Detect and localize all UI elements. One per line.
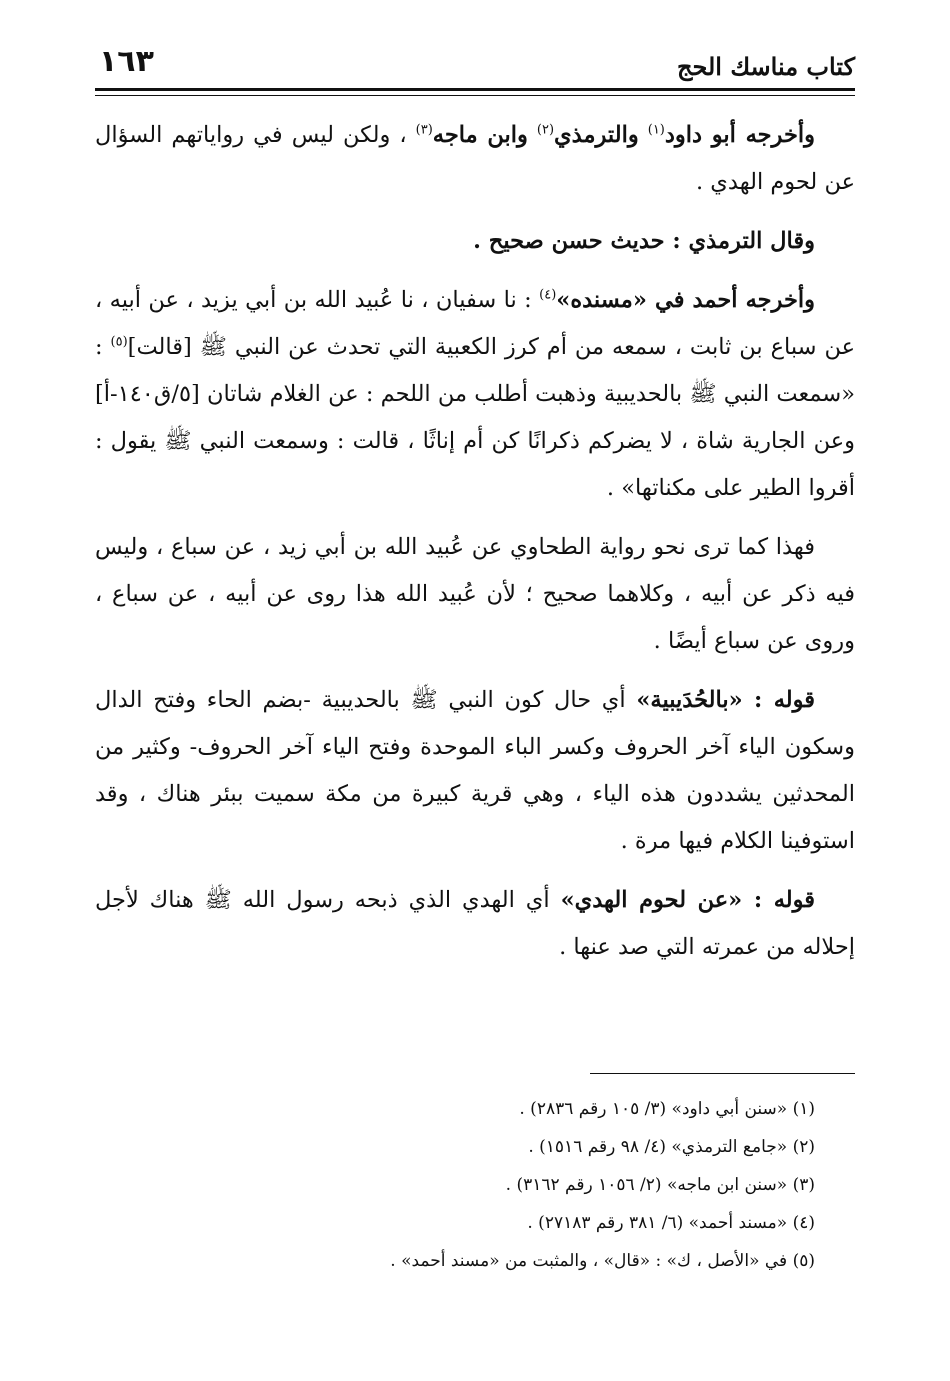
footnote-ref: (١) (647, 122, 665, 138)
body-text: أي الهدي الذي ذبحه رسول الله ﷺ هناك لأجل إحلاله من عمرته التي صد عنها . (95, 887, 855, 960)
footnote-ref: (٥) (110, 334, 128, 350)
paragraph (95, 218, 855, 265)
paragraph (95, 877, 855, 971)
paragraph (95, 112, 855, 206)
bold-text: وقال الترمذي : حديث حسن صحيح . (473, 228, 815, 254)
paragraph (95, 677, 855, 865)
header-rule-thick (95, 88, 855, 91)
body-text: : نا سفيان ، نا عُبيد الله بن أبي يزيد ، عن أبيه ، عن سباع بن ثابت ، سمعه من أم كرز الكعبية التي تحدث عن النبي ﷺ [قالت] (95, 287, 856, 360)
footnote-separator (590, 1073, 855, 1074)
bold-text: وأخرجه أحمد في «مسنده» (556, 287, 815, 313)
main-text (95, 112, 855, 983)
footnotes (95, 1090, 855, 1280)
footnote: (١) «سنن أبي داود» (٣/ ١٠٥ رقم ٢٨٣٦) . (519, 1099, 815, 1119)
body-text: أي حال كون النبي ﷺ بالحديبية -بضم الحاء وفتح الدال وسكون الياء آخر الحروف وكسر الباء الموحدة وفتح الياء آخر الحروف- وكثير من المحدثين يشددون هذه الياء ، وهي قرية كبيرة من مكة سميت ببئر هناك ، وقد استوفينا الكلام فيها مرة . (95, 687, 855, 854)
footnote: (٥) في «الأصل ، ك» : «قال» ، والمثبت من «مسند أحمد» . (390, 1251, 815, 1271)
bold-text: وأخرجه أبو داود (664, 122, 815, 148)
header-rule-thin (95, 95, 855, 96)
footnote-ref: (٢) (536, 122, 555, 138)
bold-text: قوله : «عن لحوم الهدي» (560, 887, 816, 913)
page-number: ١٦٣ (99, 44, 154, 79)
footnote-ref: (٣) (415, 122, 433, 138)
bold-text: والترمذي (554, 122, 639, 148)
running-title: كتاب مناسك الحج (677, 52, 855, 81)
body-text: ، ولكن ليس في رواياتهم السؤال عن لحوم الهدي . (95, 122, 855, 195)
footnote-ref: (٤) (539, 287, 557, 303)
paragraph (95, 277, 855, 512)
footnote: (٣) «سنن ابن ماجه» (٢/ ١٠٥٦ رقم ٣١٦٢) . (505, 1175, 815, 1195)
footnote: (٢) «جامع الترمذي» (٤/ ٩٨ رقم ١٥١٦) . (528, 1137, 815, 1157)
footnote: (٤) «مسند أحمد» (٦/ ٣٨١ رقم ٢٧١٨٣) . (527, 1213, 815, 1233)
bold-text: قوله : «بالحُدَيبية» (636, 687, 816, 713)
body-text: : «سمعت النبي ﷺ بالحديبية وذهبت أطلب من اللحم : عن الغلام شاتان [٥/ق١٤٠-أ] وعن الجارية شاة ، لا يضركم ذكرانًا كن أم إناثًا ، قالت : وسمعت النبي ﷺ يقول : أقروا الطير على مكناتها» . (95, 334, 855, 501)
bold-text: وابن ماجه (432, 122, 528, 148)
paragraph (95, 524, 855, 665)
body-text: فهذا كما ترى نحو رواية الطحاوي عن عُبيد الله بن أبي زيد ، عن سباع ، وليس فيه ذكر عن أبيه ، وكلاهما صحيح ؛ لأن عُبيد الله هذا روى عن أبيه ، عن سباع ، وروى عن سباع أيضًا . (95, 534, 855, 654)
page-header (95, 38, 855, 90)
